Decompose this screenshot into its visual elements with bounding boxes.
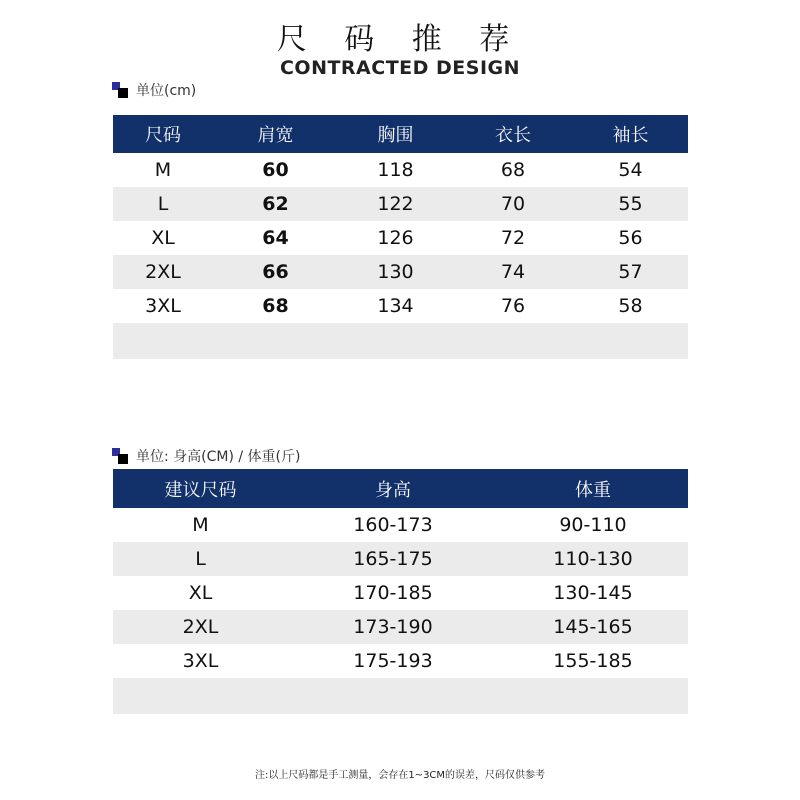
- height-cell: 165-175: [353, 548, 433, 570]
- sleeve-cell: 58: [618, 295, 643, 317]
- size-measurement-table: [113, 115, 688, 359]
- weight-cell: 130-145: [553, 582, 633, 604]
- table-row: [113, 644, 688, 678]
- size-cell: XL: [151, 227, 175, 249]
- unit-label-2: [112, 446, 301, 466]
- length-cell: 76: [500, 295, 526, 317]
- table-row: [113, 187, 688, 221]
- size-cell: 2XL: [145, 261, 181, 283]
- chest-cell: 122: [377, 193, 414, 215]
- square-bullet-icon: [112, 82, 128, 98]
- sleeve-cell: 55: [618, 193, 643, 215]
- column-header: 尺码: [145, 125, 181, 146]
- size-cell: 3XL: [145, 295, 181, 317]
- length-cell: 74: [500, 261, 526, 283]
- column-header: 衣长: [495, 125, 531, 146]
- table-row: [113, 610, 688, 644]
- table-filler-row: [113, 323, 688, 359]
- column-header: 体重: [575, 479, 611, 501]
- height-cell: 173-190: [353, 616, 433, 638]
- shoulder-cell: 62: [262, 193, 289, 215]
- table-row: [113, 153, 688, 187]
- chest-cell: 134: [377, 295, 414, 317]
- column-header: 肩宽: [257, 125, 294, 146]
- table-row: [113, 576, 688, 610]
- weight-cell: 90-110: [559, 514, 627, 536]
- height-cell: 160-173: [353, 514, 433, 536]
- weight-cell: 155-185: [553, 650, 633, 672]
- height-cell: 170-185: [353, 582, 433, 604]
- size-recommendation-table: [113, 469, 688, 714]
- column-header: 袖长: [612, 125, 649, 146]
- chest-cell: 126: [377, 227, 414, 249]
- size-cell: L: [157, 193, 169, 215]
- column-header: 胸围: [377, 125, 414, 146]
- size-cell: 2XL: [182, 616, 219, 638]
- table-row: [113, 542, 688, 576]
- size-cell: L: [195, 548, 206, 570]
- shoulder-cell: 68: [262, 295, 289, 317]
- height-cell: 175-193: [353, 650, 433, 672]
- sleeve-cell: 54: [618, 159, 643, 181]
- chest-cell: 118: [377, 159, 414, 181]
- table-row: [113, 255, 688, 289]
- page-title-en: CONTRACTED DESIGN: [279, 57, 521, 79]
- sleeve-cell: 57: [618, 261, 643, 283]
- column-header: 建议尺码: [164, 479, 237, 501]
- sleeve-cell: 56: [618, 227, 643, 249]
- table-row: [113, 221, 688, 255]
- size-cell: 3XL: [182, 650, 219, 672]
- shoulder-cell: 64: [262, 227, 289, 249]
- weight-cell: 110-130: [553, 548, 633, 570]
- unit-text: 单位: 身高(CM) / 体重(斤): [136, 449, 301, 465]
- length-cell: 68: [500, 159, 526, 181]
- footnote: 注:以上尺码都是手工测量，会存在1~3CM的误差，尺码仅供参考: [254, 770, 546, 781]
- table-filler-row: [113, 678, 688, 714]
- square-bullet-icon: [112, 448, 128, 464]
- length-cell: 72: [500, 227, 526, 249]
- size-cell: XL: [188, 582, 213, 604]
- table-header: [113, 115, 688, 153]
- shoulder-cell: 60: [262, 159, 289, 181]
- size-cell: M: [154, 159, 172, 181]
- unit-text: 单位(cm): [136, 83, 197, 99]
- table-row: [113, 508, 688, 542]
- shoulder-cell: 66: [262, 261, 289, 283]
- table-row: [113, 289, 688, 323]
- chest-cell: 130: [377, 261, 414, 283]
- weight-cell: 145-165: [553, 616, 633, 638]
- size-cell: M: [192, 514, 209, 536]
- unit-label-1: [112, 80, 196, 100]
- length-cell: 70: [500, 193, 526, 215]
- column-header: 身高: [375, 479, 411, 501]
- page-title-cn: 尺 码 推 荐: [276, 22, 524, 57]
- table-header: [113, 469, 688, 508]
